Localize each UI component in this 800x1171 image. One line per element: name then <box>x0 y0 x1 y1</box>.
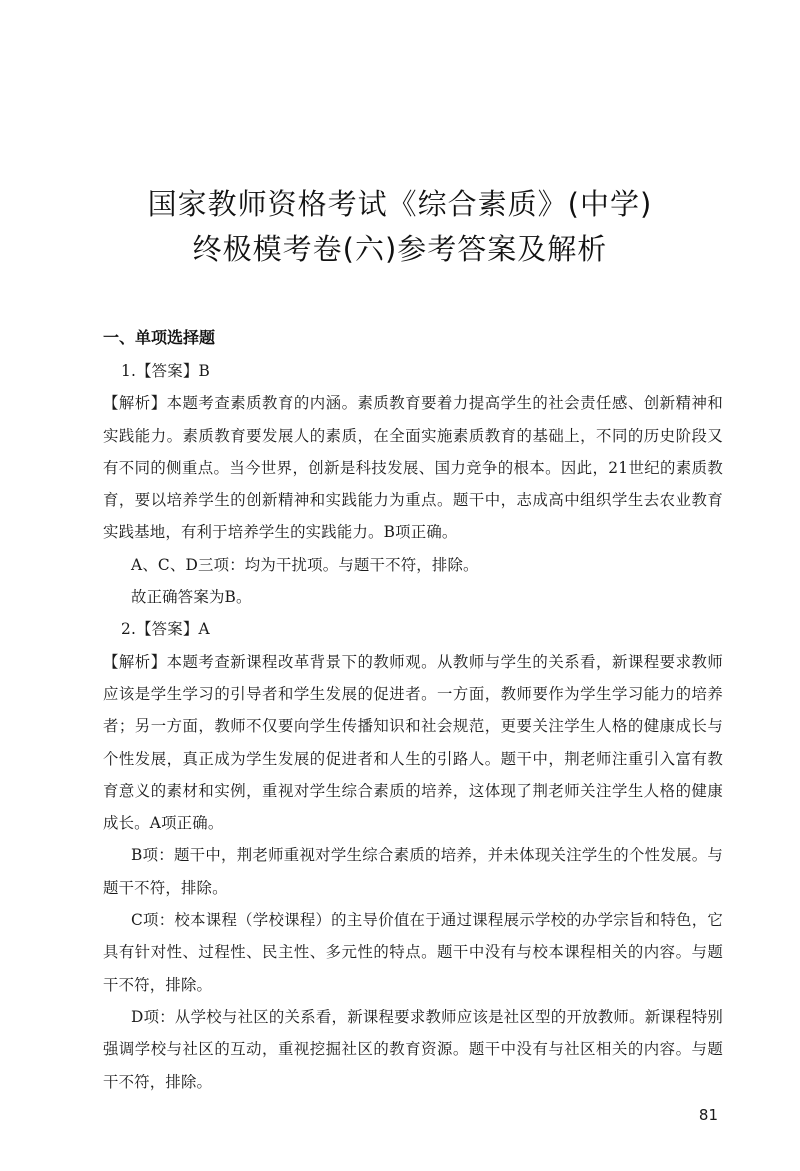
q1-answer-tag: 【答案】 <box>136 362 199 380</box>
q1-analysis-tag: 【解析】 <box>103 394 167 413</box>
q2-number: 2. <box>121 620 137 639</box>
document-title-line1: 国家教师资格考试《综合素质》(中学) <box>147 187 653 221</box>
q2-option-c: C项：校本课程（学校课程）的主导价值在于通过课程展示学校的办学宗旨和特色，它具有针对性、过程性、民主性、多元性的特点。题干中没有与校本课程相关的内容。与题干不符，排除。 <box>103 911 723 994</box>
q2-analysis <box>103 646 723 840</box>
answer-body <box>103 355 723 1098</box>
q1-answer: B <box>198 362 210 380</box>
q1-answer-line <box>103 355 723 387</box>
q1-other-options: A、C、D三项：均为干扰项。与题干不符，排除。 <box>131 555 479 574</box>
q1-analysis-text: 本题考查素质教育的内涵。素质教育要着力提高学生的社会责任感、创新精神和实践能力。素质教育要发展人的素质，在全面实施素质教育的基础上，不同的历史阶段又有不同的侧重点。当今世界，创新是科技发展、国力竞争的根本。因此，21世纪的素质教育，要以培养学生的创新精神和实践能力为重点。题干中，志成高中组织学生去农业教育实践基地，有利于培养学生的实践能力。B项正确。 <box>103 394 723 542</box>
q1-conclusion: 故正确答案为B。 <box>131 588 252 607</box>
q2-answer-line <box>103 613 723 645</box>
section-heading: 一、单项选择题 <box>103 328 216 347</box>
document-title-line2: 终极模考卷(六)参考答案及解析 <box>192 232 608 266</box>
q1-number: 1. <box>121 362 137 380</box>
q2-analysis-text: 本题考查新课程改革背景下的教师观。从教师与学生的关系看，新课程要求教师应该是学生学习的引导者和学生发展的促进者。一方面，教师要作为学生学习能力的培养者；另一方面，教师不仅要向学生传播知识和社会规范，更要关注学生人格的健康成长与个性发展，真正成为学生发展的促进者和人生的引路人。题干中，荆老师注重引入富有教育意义的素材和实例，重视对学生综合素质的培养，这体现了荆老师关注学生人格的健康成长。A项正确。 <box>103 652 723 833</box>
q2-answer: A <box>198 620 210 639</box>
q2-answer-tag: 【答案】 <box>136 620 199 639</box>
q1-analysis <box>103 387 723 548</box>
page-number: 81 <box>698 1106 718 1124</box>
q2-analysis-tag: 【解析】 <box>103 652 167 671</box>
q2-option-b: B项：题干中，荆老师重视对学生综合素质的培养，并未体现关注学生的个性发展。与题干不符，排除。 <box>103 846 723 897</box>
q2-option-d: D项：从学校与社区的关系看，新课程要求教师应该是社区型的开放教师。新课程特别强调学校与社区的互动，重视挖掘社区的教育资源。题干中没有与社区相关的内容。与题干不符，排除。 <box>103 1007 723 1091</box>
